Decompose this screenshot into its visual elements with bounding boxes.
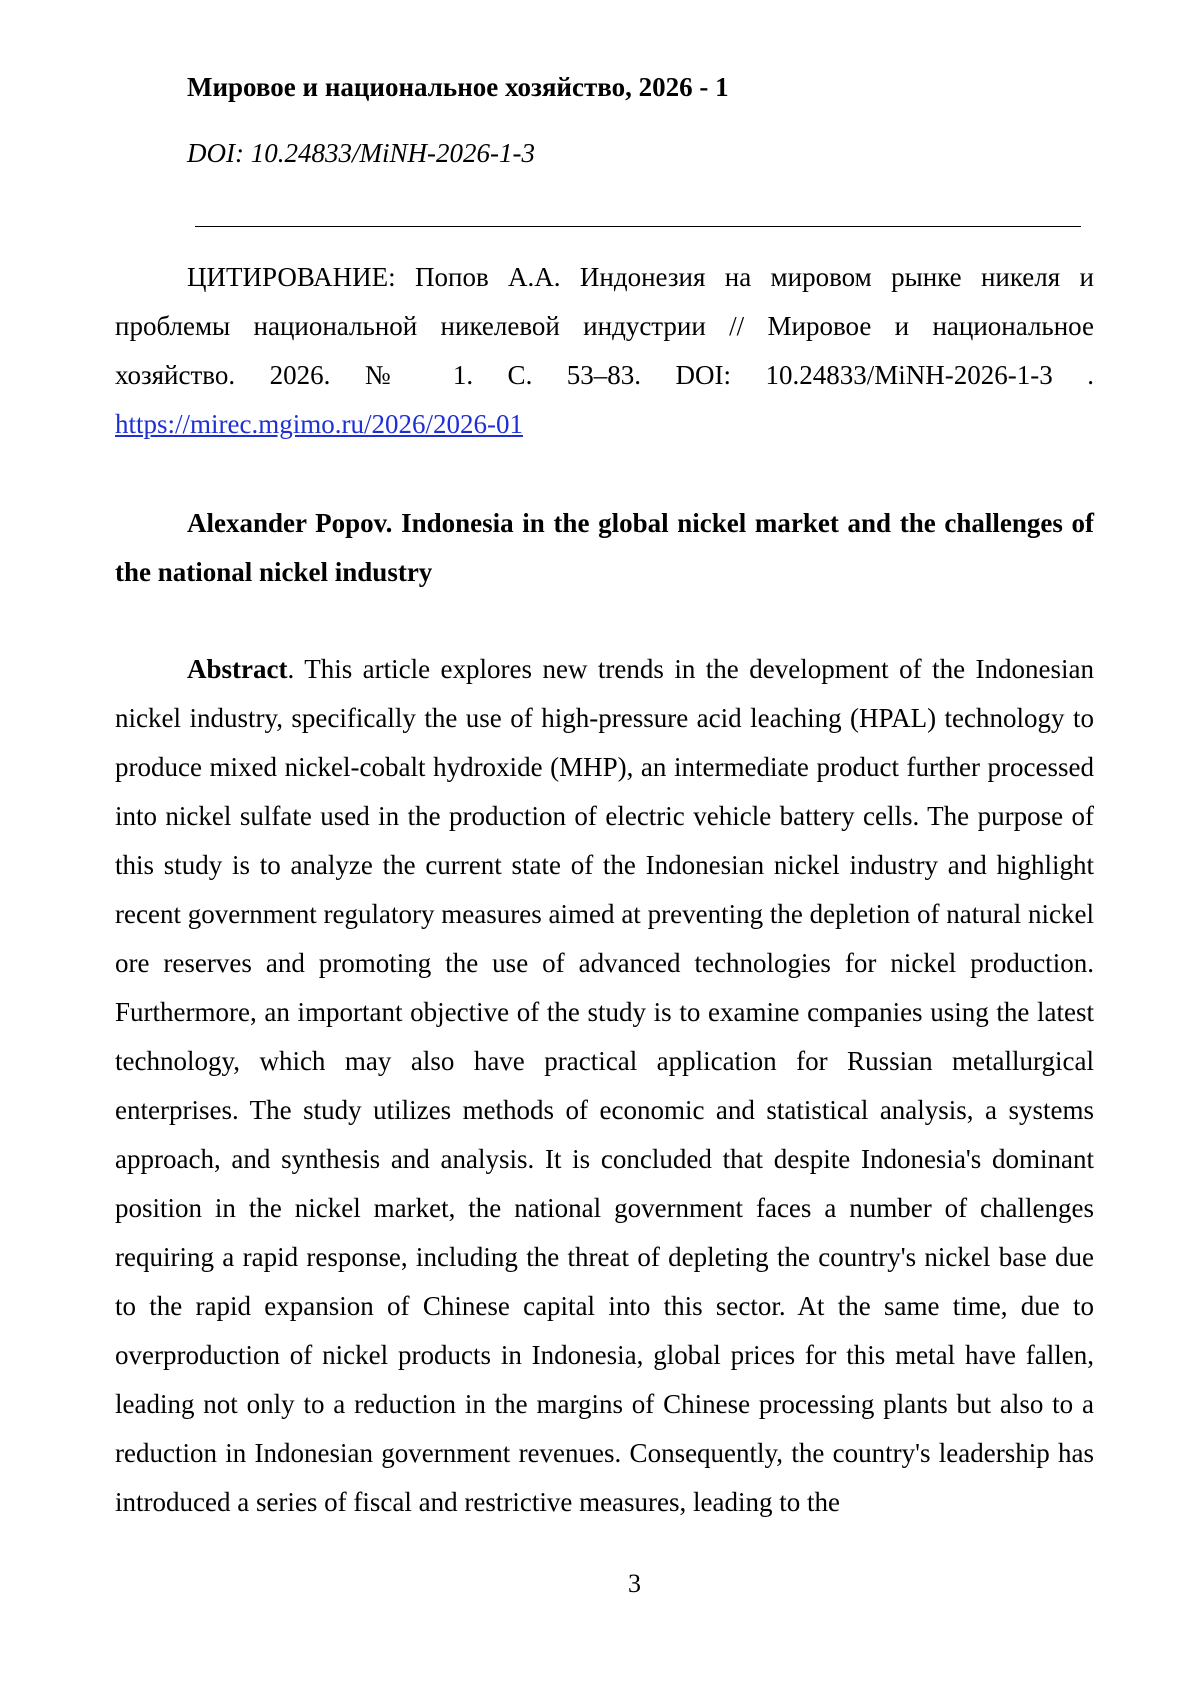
citation-paragraph	[115, 253, 1094, 449]
abstract-paragraph	[115, 645, 1094, 1527]
abstract-label: Abstract	[187, 654, 288, 684]
article-title-english: Alexander Popov. Indonesia in the global nickel market and the challenges of the national nickel industry	[115, 508, 1094, 587]
abstract-text: . This article explores new trends in the development of the Indonesian nickel industry, specifically the use of high-pressure acid leaching (HPAL) technology to produce mixed nickel-cobalt hydroxide (MHP), an intermediate product further processed into nickel sulfate used in the production of electric vehicle battery cells. The purpose of this study is to analyze the current state of the Indonesian nickel industry and highlight recent government regulatory measures aimed at preventing the depletion of natural nickel ore reserves and promoting the use of advanced technologies for nickel production. Furthermore, an important objective of the study is to examine companies using the latest technology, which may also have practical application for Russian metallurgical enterprises. The study utilizes methods of economic and statistical analysis, a systems approach, and synthesis and analysis. It is concluded that despite Indonesia's dominant position in the nickel market, the national government faces a number of challenges requiring a rapid response, including the threat of depleting the country's nickel base due to the rapid expansion of Chinese capital into this sector. At the same time, due to overproduction of nickel products in Indonesia, global prices for this metal have fallen, leading not only to a reduction in the margins of Chinese processing plants but also to a reduction in Indonesian government revenues. Consequently, the country's leadership has introduced a series of fiscal and restrictive measures, leading to the	[115, 654, 1094, 1517]
doi-line: DOI: 10.24833/MiNH-2026-1-3	[187, 138, 535, 168]
journal-title: Мировое и национальное хозяйство, 2026 - 1	[187, 72, 729, 102]
separator-line	[195, 226, 1081, 227]
citation-text: ЦИТИРОВАНИЕ: Попов А.А. Индонезия на мировом рынке никеля и проблемы национальной никелевой индустрии // Мировое и национальное хозяйство. 2026. № 1. С. 53–83. DOI: 10.24833/MiNH-2026-1-3 .	[115, 262, 1094, 390]
document-page	[115, 0, 1094, 1697]
citation-link[interactable]: https://mirec.mgimo.ru/2026/2026-01	[115, 409, 523, 439]
page-number: 3	[628, 1569, 641, 1598]
